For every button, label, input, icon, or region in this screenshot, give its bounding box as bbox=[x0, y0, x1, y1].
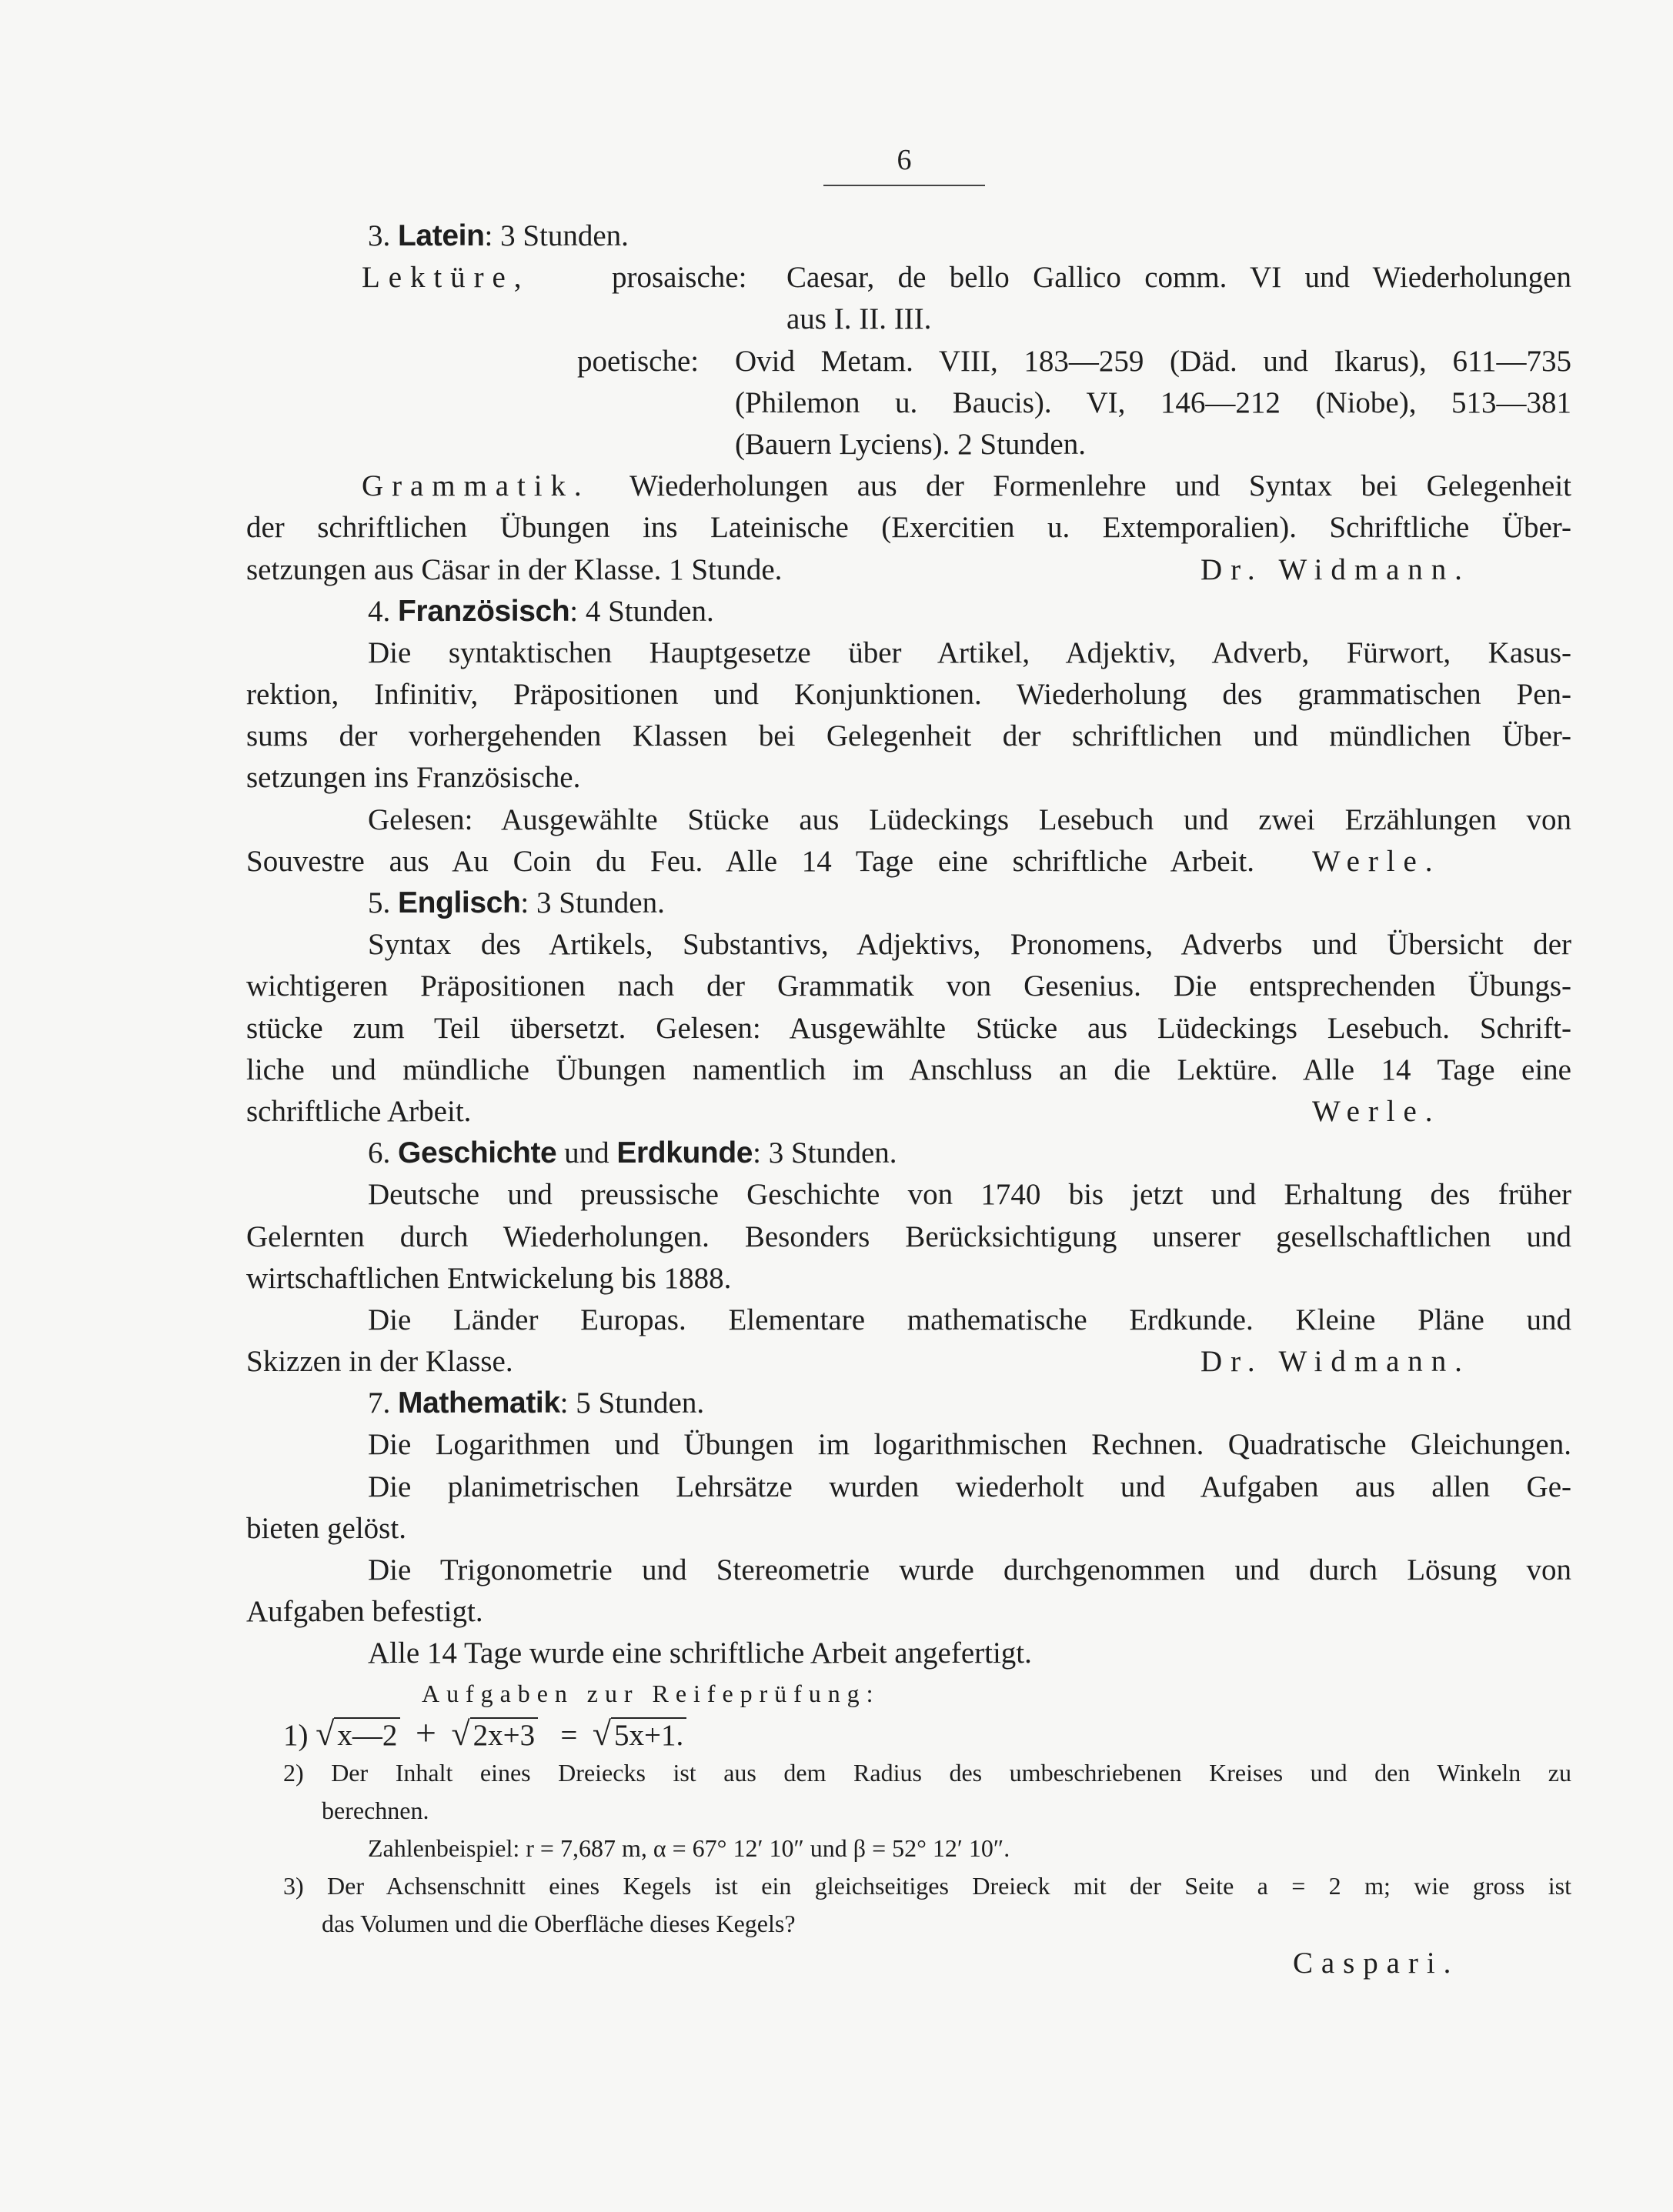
franzoesisch-text-2: rektion, Infinitiv, Präpositionen und Konjunktionen. Wiederholung des grammatischen Pen- bbox=[246, 678, 1571, 712]
grammatik-text-3: setzungen aus Cäsar in der Klasse. 1 Stunde. bbox=[246, 552, 783, 586]
erdkunde-title: Erdkunde bbox=[616, 1136, 753, 1170]
grammatik-label: Grammatik. bbox=[362, 469, 590, 503]
poetische-label: poetische: bbox=[577, 344, 700, 378]
latein-prosaische-row bbox=[246, 257, 1571, 299]
franzoesisch-text-4: setzungen ins Französische. bbox=[246, 761, 581, 795]
sqrt-icon: √ bbox=[451, 1714, 470, 1753]
geschichte-text-2: Gelernten durch Wiederholungen. Besonders Berücksichtigung unserer gesellschaftlichen und bbox=[246, 1219, 1571, 1253]
englisch-teacher: Werle. bbox=[1312, 1094, 1441, 1128]
franzoesisch-text-3: sums der vorhergehenden Klassen bei Gelegenheit der schriftlichen und mündlichen Über- bbox=[246, 719, 1571, 753]
mathematik-title: Mathematik bbox=[398, 1386, 560, 1420]
mathematik-teacher: Caspari. bbox=[1293, 1946, 1460, 1980]
mathematik-text-6: Alle 14 Tage wurde eine schriftliche Arbeit angefertigt. bbox=[368, 1636, 1032, 1670]
task-1-equation: 1) √ x—2 + √ 2x+3 = √ 5x+1. bbox=[246, 1713, 1571, 1754]
geschichte-text-5: Skizzen in der Klasse. bbox=[246, 1345, 513, 1379]
englisch-text-3: stücke zum Teil übersetzt. Gelesen: Ausgewählte Stücke aus Lüdeckings Lesebuch. Schrift- bbox=[246, 1011, 1571, 1045]
franzoesisch-title: Französisch bbox=[398, 594, 570, 628]
aufgaben-heading: Aufgaben zur Reifeprüfung: bbox=[422, 1679, 880, 1707]
grammatik-text-2: der schriftlichen Übungen ins Lateinische (Exercitien u. Extemporalien). Schriftliche Über- bbox=[246, 511, 1571, 545]
sqrt-icon: √ bbox=[316, 1714, 335, 1753]
latein-poetische-row bbox=[246, 341, 1571, 382]
lektuere-label: Lektüre, bbox=[362, 261, 530, 295]
prosaische-text-1: Caesar, de bello Gallico comm. VI und Wiederholungen bbox=[786, 261, 1571, 295]
geschichte-heading: 6. Geschichte und Erdkunde: 3 Stunden. bbox=[368, 1136, 897, 1170]
franzoesisch-teacher: Werle. bbox=[1312, 844, 1441, 878]
geschichte-text-3: wirtschaftlichen Entwickelung bis 1888. bbox=[246, 1261, 732, 1295]
mathematik-text-3: bieten gelöst. bbox=[246, 1511, 406, 1545]
geschichte-title: Geschichte bbox=[398, 1136, 557, 1170]
englisch-text-1: Syntax des Artikels, Substantivs, Adjektivs, Pronomens, Adverbs und Übersicht der bbox=[368, 928, 1571, 962]
franzoesisch-text-6: Souvestre aus Au Coin du Feu. Alle 14 Tage eine schriftliche Arbeit. bbox=[246, 844, 1254, 878]
page-number: 6 bbox=[897, 144, 912, 176]
grammatik-row bbox=[246, 465, 1571, 507]
franzoesisch-heading: 4. Französisch: 4 Stunden. bbox=[368, 594, 714, 628]
mathematik-heading: 7. Mathematik: 5 Stunden. bbox=[368, 1386, 705, 1420]
mathematik-text-4: Die Trigonometrie und Stereometrie wurde durchgenommen und durch Lösung von bbox=[368, 1553, 1571, 1586]
task-2-line-2: berechnen. bbox=[322, 1796, 429, 1824]
poetische-text-3: (Bauern Lyciens). 2 Stunden. bbox=[735, 427, 1086, 461]
task-3-line-2: das Volumen und die Oberfläche dieses Kegels? bbox=[322, 1909, 796, 1937]
mathematik-text-1: Die Logarithmen und Übungen im logarithmischen Rechnen. Quadratische Gleichungen. bbox=[368, 1428, 1571, 1462]
mathematik-text-2: Die planimetrischen Lehrsätze wurden wiederholt und Aufgaben aus allen Ge- bbox=[368, 1470, 1571, 1503]
prosaische-label: prosaische: bbox=[612, 261, 747, 295]
franzoesisch-text-1: Die syntaktischen Hauptgesetze über Artikel, Adjektiv, Adverb, Fürwort, Kasus- bbox=[368, 636, 1571, 669]
latein-heading: 3. Latein: 3 Stunden. bbox=[368, 219, 629, 252]
latein-title: Latein bbox=[398, 219, 485, 252]
poetische-text-1: Ovid Metam. VIII, 183—259 (Däd. und Ikarus), 611—735 bbox=[735, 344, 1571, 378]
poetische-text-2: (Philemon u. Baucis). VI, 146—212 (Niobe), 513—381 bbox=[735, 385, 1571, 419]
geschichte-text-4: Die Länder Europas. Elementare mathematische Erdkunde. Kleine Pläne und bbox=[368, 1303, 1571, 1336]
franzoesisch-text-5: Gelesen: Ausgewählte Stücke aus Lüdeckings Lesebuch und zwei Erzählungen von bbox=[368, 802, 1571, 836]
page-number-rule bbox=[823, 185, 985, 186]
sqrt-icon: √ bbox=[592, 1714, 612, 1753]
englisch-text-5: schriftliche Arbeit. bbox=[246, 1094, 472, 1128]
englisch-text-4: liche und mündliche Übungen namentlich im Anschluss an die Lektüre. Alle 14 Tage eine bbox=[246, 1053, 1571, 1086]
mathematik-text-5: Aufgaben befestigt. bbox=[246, 1595, 483, 1629]
grammatik-text-1: Wiederholungen aus der Formenlehre und Syntax bei Gelegenheit bbox=[629, 469, 1571, 503]
englisch-title: Englisch bbox=[398, 886, 521, 919]
geschichte-text-1: Deutsche und preussische Geschichte von 1740 bis jetzt und Erhaltung des früher bbox=[368, 1178, 1571, 1212]
task-2-example: Zahlenbeispiel: r = 7,687 m, α = 67° 12′ 10″ und β = 52° 12′ 10″. bbox=[368, 1833, 1010, 1862]
geschichte-teacher: Dr. Widmann. bbox=[1200, 1345, 1471, 1379]
task-3-line-1: 3) Der Achsenschnitt eines Kegels ist ein gleichseitiges Dreieck mit der Seite a = 2 m; wie gross ist bbox=[283, 1871, 1571, 1900]
page-content bbox=[246, 215, 1571, 1984]
englisch-heading: 5. Englisch: 3 Stunden. bbox=[368, 886, 665, 919]
task-2-line-1: 2) Der Inhalt eines Dreiecks ist aus dem Radius des umbeschriebenen Kreises und den Winkeln zu bbox=[283, 1758, 1571, 1787]
latein-teacher: Dr. Widmann. bbox=[1200, 552, 1471, 586]
prosaische-text-2: aus I. II. III. bbox=[786, 302, 932, 336]
englisch-text-2: wichtigeren Präpositionen nach der Grammatik von Gesenius. Die entsprechenden Übungs- bbox=[246, 969, 1571, 1003]
